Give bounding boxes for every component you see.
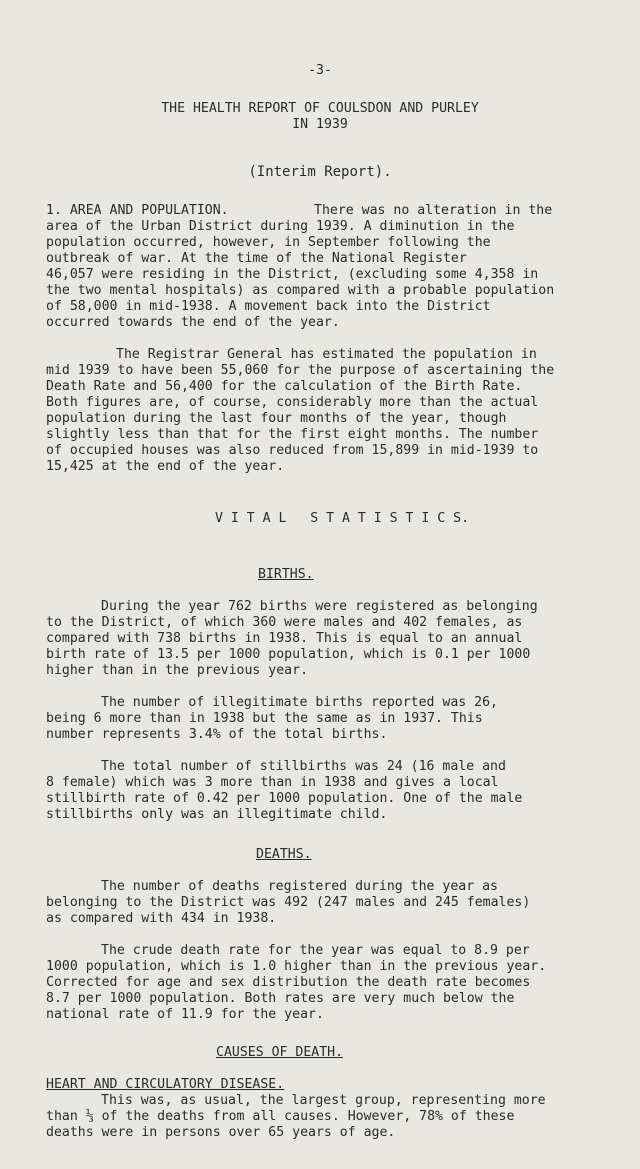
section-heading-area: 1. AREA AND POPULATION.: [46, 203, 229, 218]
area-line-3: outbreak of war. At the time of the National Register: [46, 251, 467, 266]
causes-line-0: This was, as usual, the largest group, representing more: [101, 1093, 546, 1108]
area-line-4: 46,057 were residing in the District, (excluding some 4,358 in: [46, 267, 539, 282]
deaths-p2-line-0: The crude death rate for the year was equal to 8.9 per: [101, 943, 530, 958]
area-p2-line-2: Death Rate and 56,400 for the calculation of the Birth Rate.: [46, 379, 523, 394]
heart-disease-heading: HEART AND CIRCULATORY DISEASE.: [46, 1077, 285, 1092]
area-line-6: of 58,000 in mid-1938. A movement back into the District: [46, 299, 491, 314]
area-p2-line-5: slightly less than that for the first eight months. The number: [46, 427, 539, 442]
area-p2-line-4: population during the last four months of the year, though: [46, 411, 507, 426]
area-p2-line-0: The Registrar General has estimated the population in: [116, 347, 537, 362]
births-p1-line-1: to the District, of which 360 were males and 402 females, as: [46, 615, 523, 630]
births-p1-line-0: During the year 762 births were registered as belonging: [101, 599, 538, 614]
births-p3-line-0: The total number of stillbirths was 24 (16 male and: [101, 759, 506, 774]
report-subtitle: (Interim Report).: [248, 164, 392, 180]
deaths-heading: DEATHS.: [256, 847, 312, 862]
births-p1-line-2: compared with 738 births in 1938. This is equal to an annual: [46, 631, 523, 646]
area-line-2: population occurred, however, in September following the: [46, 235, 491, 250]
area-line-5: the two mental hospitals) as compared with a probable population: [46, 283, 555, 298]
births-p3-line-1: 8 female) which was 3 more than in 1938 and gives a local: [46, 775, 499, 790]
births-p3-line-2: stillbirth rate of 0.42 per 1000 population. One of the male: [46, 791, 523, 806]
vital-statistics-heading: V I T A L S T A T I S T I C S.: [215, 511, 470, 526]
deaths-p1-line-0: The number of deaths registered during the year as: [101, 879, 498, 894]
area-p2-line-6: of occupied houses was also reduced from 15,899 in mid-1939 to: [46, 443, 539, 458]
deaths-p1-line-2: as compared with 434 in 1938.: [46, 911, 277, 926]
report-title-year: IN 1939: [292, 117, 348, 132]
report-title: THE HEALTH REPORT OF COULSDON AND PURLEY: [161, 101, 479, 116]
deaths-p2-line-2: Corrected for age and sex distribution the death rate becomes: [46, 975, 531, 990]
page-number: -3-: [308, 63, 332, 78]
deaths-p2-line-3: 8.7 per 1000 population. Both rates are very much below the: [46, 991, 515, 1006]
births-p3-line-3: stillbirths only was an illegitimate child.: [46, 807, 388, 822]
area-p2-line-7: 15,425 at the end of the year.: [46, 459, 285, 474]
area-p2-line-3: Both figures are, of course, considerably more than the actual: [46, 395, 539, 410]
births-p1-line-4: higher than in the previous year.: [46, 663, 309, 678]
area-line-0: There was no alteration in the: [314, 203, 553, 218]
area-p2-line-1: mid 1939 to have been 55,060 for the purpose of ascertaining the: [46, 363, 555, 378]
causes-line-1: than ⅓ of the deaths from all causes. However, 78% of these: [46, 1109, 515, 1124]
births-p2-line-2: number represents 3.4% of the total births.: [46, 727, 388, 742]
births-heading: BIRTHS.: [258, 567, 314, 582]
deaths-p2-line-1: 1000 population, which is 1.0 higher than in the previous year.: [46, 959, 547, 974]
births-p2-line-0: The number of illegitimate births reported was 26,: [101, 695, 498, 710]
causes-of-death-heading: CAUSES OF DEATH.: [216, 1045, 344, 1060]
deaths-p2-line-4: national rate of 11.9 for the year.: [46, 1007, 324, 1022]
area-line-7: occurred towards the end of the year.: [46, 315, 340, 330]
births-p2-line-1: being 6 more than in 1938 but the same as in 1937. This: [46, 711, 483, 726]
deaths-p1-line-1: belonging to the District was 492 (247 males and 245 females): [46, 895, 531, 910]
area-line-1: area of the Urban District during 1939. A diminution in the: [46, 219, 515, 234]
births-p1-line-3: birth rate of 13.5 per 1000 population, which is 0.1 per 1000: [46, 647, 531, 662]
causes-line-2: deaths were in persons over 65 years of age.: [46, 1125, 396, 1140]
